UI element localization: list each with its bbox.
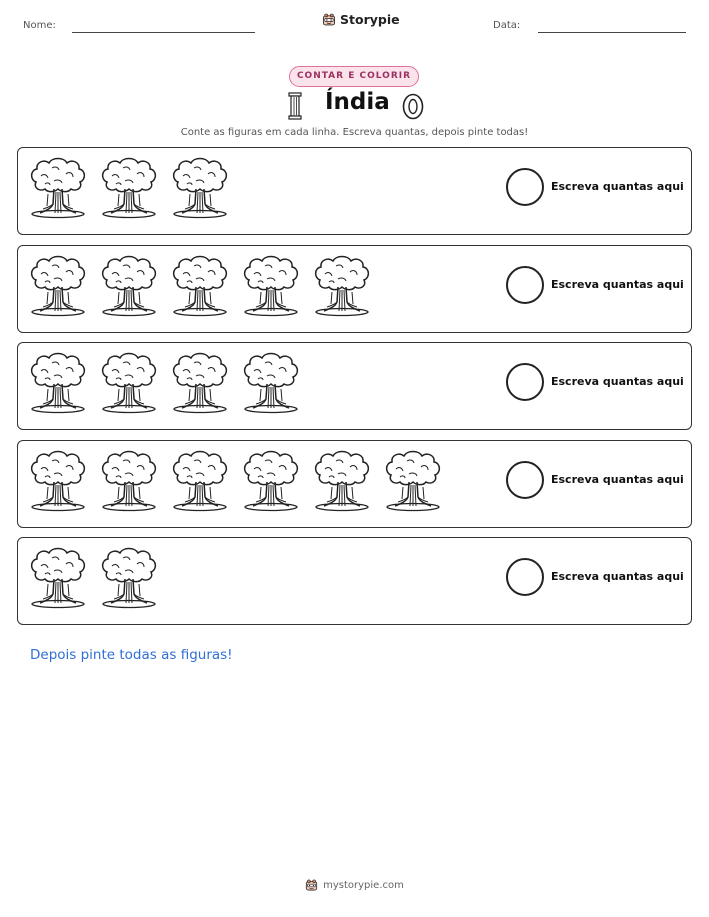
title-row [280, 89, 430, 123]
answer-label: Escreva quantas aqui [551, 570, 684, 583]
banyan-tree-icon[interactable] [28, 449, 88, 513]
answer-label: Escreva quantas aqui [551, 180, 684, 193]
answer-circle[interactable] [506, 363, 544, 401]
brand [322, 12, 400, 27]
answer-label: Escreva quantas aqui [551, 375, 684, 388]
answer-circle[interactable] [506, 266, 544, 304]
banyan-tree-icon[interactable] [28, 254, 88, 318]
count-row [17, 147, 692, 235]
count-row [17, 440, 692, 528]
answer-label: Escreva quantas aqui [551, 473, 684, 486]
banyan-tree-icon[interactable] [28, 546, 88, 610]
banyan-tree-icon[interactable] [99, 156, 159, 220]
answer-label: Escreva quantas aqui [551, 278, 684, 291]
answer-circle[interactable] [506, 558, 544, 596]
count-row [17, 537, 692, 625]
count-row [17, 245, 692, 333]
name-label: Nome: [23, 20, 56, 31]
brand-name: Storypie [340, 12, 400, 27]
banyan-tree-icon[interactable] [170, 254, 230, 318]
count-row [17, 342, 692, 430]
category-badge: CONTAR E COLORIR [289, 66, 419, 87]
pillar-icon [288, 92, 302, 120]
banyan-tree-icon[interactable] [99, 449, 159, 513]
date-label: Data: [493, 20, 521, 31]
name-field[interactable] [72, 32, 255, 33]
banyan-tree-icon[interactable] [170, 449, 230, 513]
banyan-tree-icon[interactable] [99, 351, 159, 415]
banyan-tree-icon[interactable] [28, 351, 88, 415]
banyan-tree-icon[interactable] [241, 254, 301, 318]
banyan-tree-icon[interactable] [170, 156, 230, 220]
storypie-logo-icon [305, 879, 318, 892]
banyan-tree-icon[interactable] [170, 351, 230, 415]
banyan-tree-icon[interactable] [28, 156, 88, 220]
banyan-tree-icon[interactable] [241, 449, 301, 513]
footer-brand [0, 879, 709, 892]
banyan-tree-icon[interactable] [383, 449, 443, 513]
banyan-tree-icon[interactable] [99, 254, 159, 318]
footer-note: Depois pinte todas as figuras! [30, 647, 233, 663]
number-zero-icon [402, 93, 424, 120]
instructions: Conte as figuras em cada linha. Escreva quantas, depois pinte todas! [180, 127, 529, 138]
banyan-tree-icon[interactable] [312, 254, 372, 318]
date-field[interactable] [538, 32, 686, 33]
footer-url: mystorypie.com [323, 880, 404, 891]
storypie-logo-icon [322, 13, 336, 27]
answer-circle[interactable] [506, 461, 544, 499]
page-title: Índia [325, 89, 390, 115]
banyan-tree-icon[interactable] [241, 351, 301, 415]
banyan-tree-icon[interactable] [312, 449, 372, 513]
banyan-tree-icon[interactable] [99, 546, 159, 610]
answer-circle[interactable] [506, 168, 544, 206]
